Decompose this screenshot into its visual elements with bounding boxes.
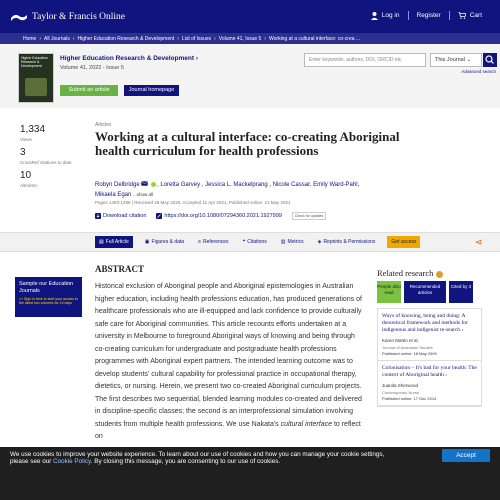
breadcrumb-separator: › <box>214 35 216 42</box>
login-label: Log in <box>381 12 400 19</box>
show-all-authors-link[interactable]: ...show all <box>133 192 154 197</box>
related-author: Karen Martin et al. <box>382 338 419 343</box>
download-citation-label: Download citation <box>103 213 147 219</box>
document-icon: ▤ <box>99 239 104 245</box>
tab-references[interactable] <box>196 236 231 248</box>
related-list <box>377 308 482 407</box>
advanced-search-link[interactable]: Advanced search <box>461 69 496 74</box>
breadcrumb-separator: › <box>39 35 42 42</box>
search-scope-select[interactable]: This Journal ⌄ <box>430 53 482 67</box>
views-label: Views <box>20 137 32 142</box>
related-journal: Contemporary Nurse <box>382 390 420 395</box>
accept-cookies-button[interactable]: Accept <box>442 449 490 462</box>
download-icon <box>95 213 101 219</box>
search-input[interactable]: Enter keywords, authors, DOI, ORCID etc <box>304 53 426 67</box>
author-names-rest[interactable]: , Loretta Garvey , Jessica L. Mackelprang , Nicole Cassar, Emily Ward-Pahl, <box>157 182 360 188</box>
related-date: Published online: 18 May 2009 <box>382 351 437 356</box>
doi-label: https://doi.org/10.1080/07294360.2021.1927999 <box>164 213 282 219</box>
abstract-emphasis: cultural interface <box>280 420 332 428</box>
chevron-right-icon: › <box>461 327 464 333</box>
list-item[interactable] <box>378 309 481 361</box>
chevron-right-icon: › <box>445 372 448 378</box>
journal-homepage-button[interactable]: Journal homepage <box>124 85 179 96</box>
user-icon <box>371 12 378 20</box>
breadcrumb-separator: › <box>72 35 75 42</box>
list-item[interactable] <box>378 361 481 406</box>
share-icon[interactable]: ⋖ <box>475 237 483 247</box>
breadcrumb <box>0 33 500 44</box>
tab-citations-label: Citations <box>247 239 267 245</box>
email-icon[interactable] <box>141 181 148 186</box>
doi-link[interactable] <box>156 213 281 219</box>
abstract-text <box>95 281 362 444</box>
cover-picture <box>25 78 47 96</box>
journal-volume: Volume 41, 2022 - Issue 5 <box>60 65 124 71</box>
cookie-text: We use cookies to improve your website experience. To learn about our use of cookies and how you can manage your cookie settings, <box>10 451 385 458</box>
article-type: Articles <box>95 122 112 128</box>
download-citation-link[interactable] <box>95 213 146 219</box>
image-icon: ▣ <box>144 239 150 245</box>
check-for-updates-badge[interactable]: Check for updates <box>292 212 326 220</box>
abstract-tail: to reflect on <box>95 420 361 440</box>
tab-references-label: References <box>202 239 229 245</box>
top-header <box>0 0 500 33</box>
tab-full-article[interactable] <box>95 236 133 248</box>
promo-title: Sample our Education Journals <box>19 281 74 294</box>
breadcrumb-separator: › <box>177 35 179 42</box>
breadcrumb-issues[interactable]: List of Issues <box>181 35 212 42</box>
related-date: Published online: 17 Dec 2014 <box>382 396 437 401</box>
breadcrumb-separator: › <box>264 35 266 42</box>
breadcrumb-volume[interactable]: Volume 41, Issue 5 <box>218 35 262 42</box>
tab-recommended[interactable]: Recommended articles <box>404 281 446 303</box>
abstract-heading: ABSTRACT <box>95 264 145 274</box>
tab-reprints[interactable] <box>316 236 378 248</box>
link-icon <box>156 213 162 219</box>
related-journal: Journal of Australian Studies <box>382 345 433 350</box>
tab-metrics-label: Metrics <box>287 239 304 245</box>
breadcrumb-home[interactable]: Home <box>23 35 37 42</box>
cart-label: Cart <box>469 12 482 19</box>
tab-reprints-label: Reprints & Permissions <box>323 239 376 245</box>
breadcrumb-all-journals[interactable]: All Journals <box>44 35 70 42</box>
search-icon <box>483 53 497 67</box>
lock-icon: ◈ <box>317 239 322 245</box>
logo-text: Taylor & Francis Online <box>32 12 125 22</box>
search-button[interactable] <box>483 53 497 67</box>
cart-link[interactable] <box>450 12 490 19</box>
cookie-banner <box>0 447 500 500</box>
author-name[interactable]: Robyn Delbridge <box>95 182 140 188</box>
tab-cited-by[interactable]: Cited by 3 <box>449 281 473 303</box>
abstract-body: Historical exclusion of Aboriginal people and Aboriginal epistemologies in Australian higher education, including health professions education, has produced generations of healthcare professionals who are ill-equipped and lack confidence to provide culturally safe care for Aboriginal communities. This article recounts efforts undertaken at a university in Melbourne to foreground Aboriginal ways of knowing and being through co-creating curriculum for undergraduate and postgraduate health professions programmes with Aboriginal expert partners. The intended learning outcome was to develop students' cultural capability for professional practice in occupational therapy, dietetics, or nursing. Herein, we present two co-created Aboriginal curriculum projects. The first describes two sequential, blended learning modules co-created and delivered in discipline-specific classes; the second is an interprofessional simulation involving students from multiple health professions. We use Nakata's <box>95 283 362 428</box>
article-title: Working at a cultural interface: co-creating Aboriginal health curriculum for health professions <box>95 129 400 158</box>
altmetric-label: Altmetric <box>20 183 38 188</box>
references-icon: ≡ <box>198 239 201 245</box>
login-link[interactable] <box>363 12 408 20</box>
author-name[interactable]: Mikaela Egan <box>95 192 132 198</box>
submit-article-button[interactable]: Submit an article <box>60 85 118 96</box>
views-count: 1,334 <box>20 124 46 135</box>
article-tabs <box>95 236 420 248</box>
tf-logo-icon <box>10 12 28 22</box>
tab-full-article-label: Full Article <box>105 239 129 245</box>
site-logo[interactable] <box>10 10 125 24</box>
cookie-text-2: please see our Cookie Policy. By closing this message, you are consenting to our use of cookies. <box>10 458 281 465</box>
related-title[interactable]: Ways of knowing, being and doing: A theoretical framework and methods for indigenous and indigenist re-search › <box>382 313 468 333</box>
tab-citations[interactable] <box>241 236 269 248</box>
bar-chart-icon: ▥ <box>280 239 286 245</box>
tab-metrics[interactable] <box>279 236 306 248</box>
get-access-button[interactable]: Get access <box>387 236 420 248</box>
tab-figures[interactable] <box>143 236 186 248</box>
register-label: Register <box>416 12 441 19</box>
journal-cover[interactable] <box>18 53 54 103</box>
cover-title: Higher Education Research & Development <box>21 56 48 69</box>
promo-banner[interactable] <box>15 277 82 317</box>
tab-figures-label: Figures & data <box>151 239 185 245</box>
article-metrics <box>20 125 80 194</box>
crossref-label: CrossRef citations to date <box>20 160 72 165</box>
crossref-count: 3 <box>20 147 26 158</box>
quote-icon: ❝ <box>242 239 246 245</box>
publication-history: Pages 1483-1498 | Received 26 May 2020, Accepted 11 Apr 2021, Published online: 21 May 2021 <box>95 200 291 205</box>
cart-icon <box>458 12 466 19</box>
altmetric-count: 10 <box>20 170 32 181</box>
related-author: Juanita Sherwood <box>382 383 419 388</box>
related-tabs <box>377 281 473 303</box>
breadcrumb-current: Working at a cultural interface: co-crea ... <box>269 35 361 42</box>
tab-people-also-read[interactable]: People also read <box>377 281 401 303</box>
cookie-policy-link[interactable]: Cookie Policy <box>53 458 91 465</box>
chevron-down-icon: ⌄ <box>466 57 472 63</box>
orcid-icon[interactable] <box>151 182 156 187</box>
register-link[interactable] <box>409 12 449 19</box>
info-icon[interactable] <box>436 271 443 278</box>
related-title[interactable]: Colonisation – It's bad for your health: The context of Aboriginal health › <box>382 365 477 378</box>
author-list <box>95 181 415 200</box>
promo-signin-text: >> Sign in here to start your access to the latest two volumes for 14 days <box>19 297 78 305</box>
journal-title[interactable]: Higher Education Research & Development › <box>60 55 198 62</box>
breadcrumb-journal[interactable]: Higher Education Research & Development <box>77 35 175 42</box>
related-research-heading: Related research <box>377 268 443 278</box>
